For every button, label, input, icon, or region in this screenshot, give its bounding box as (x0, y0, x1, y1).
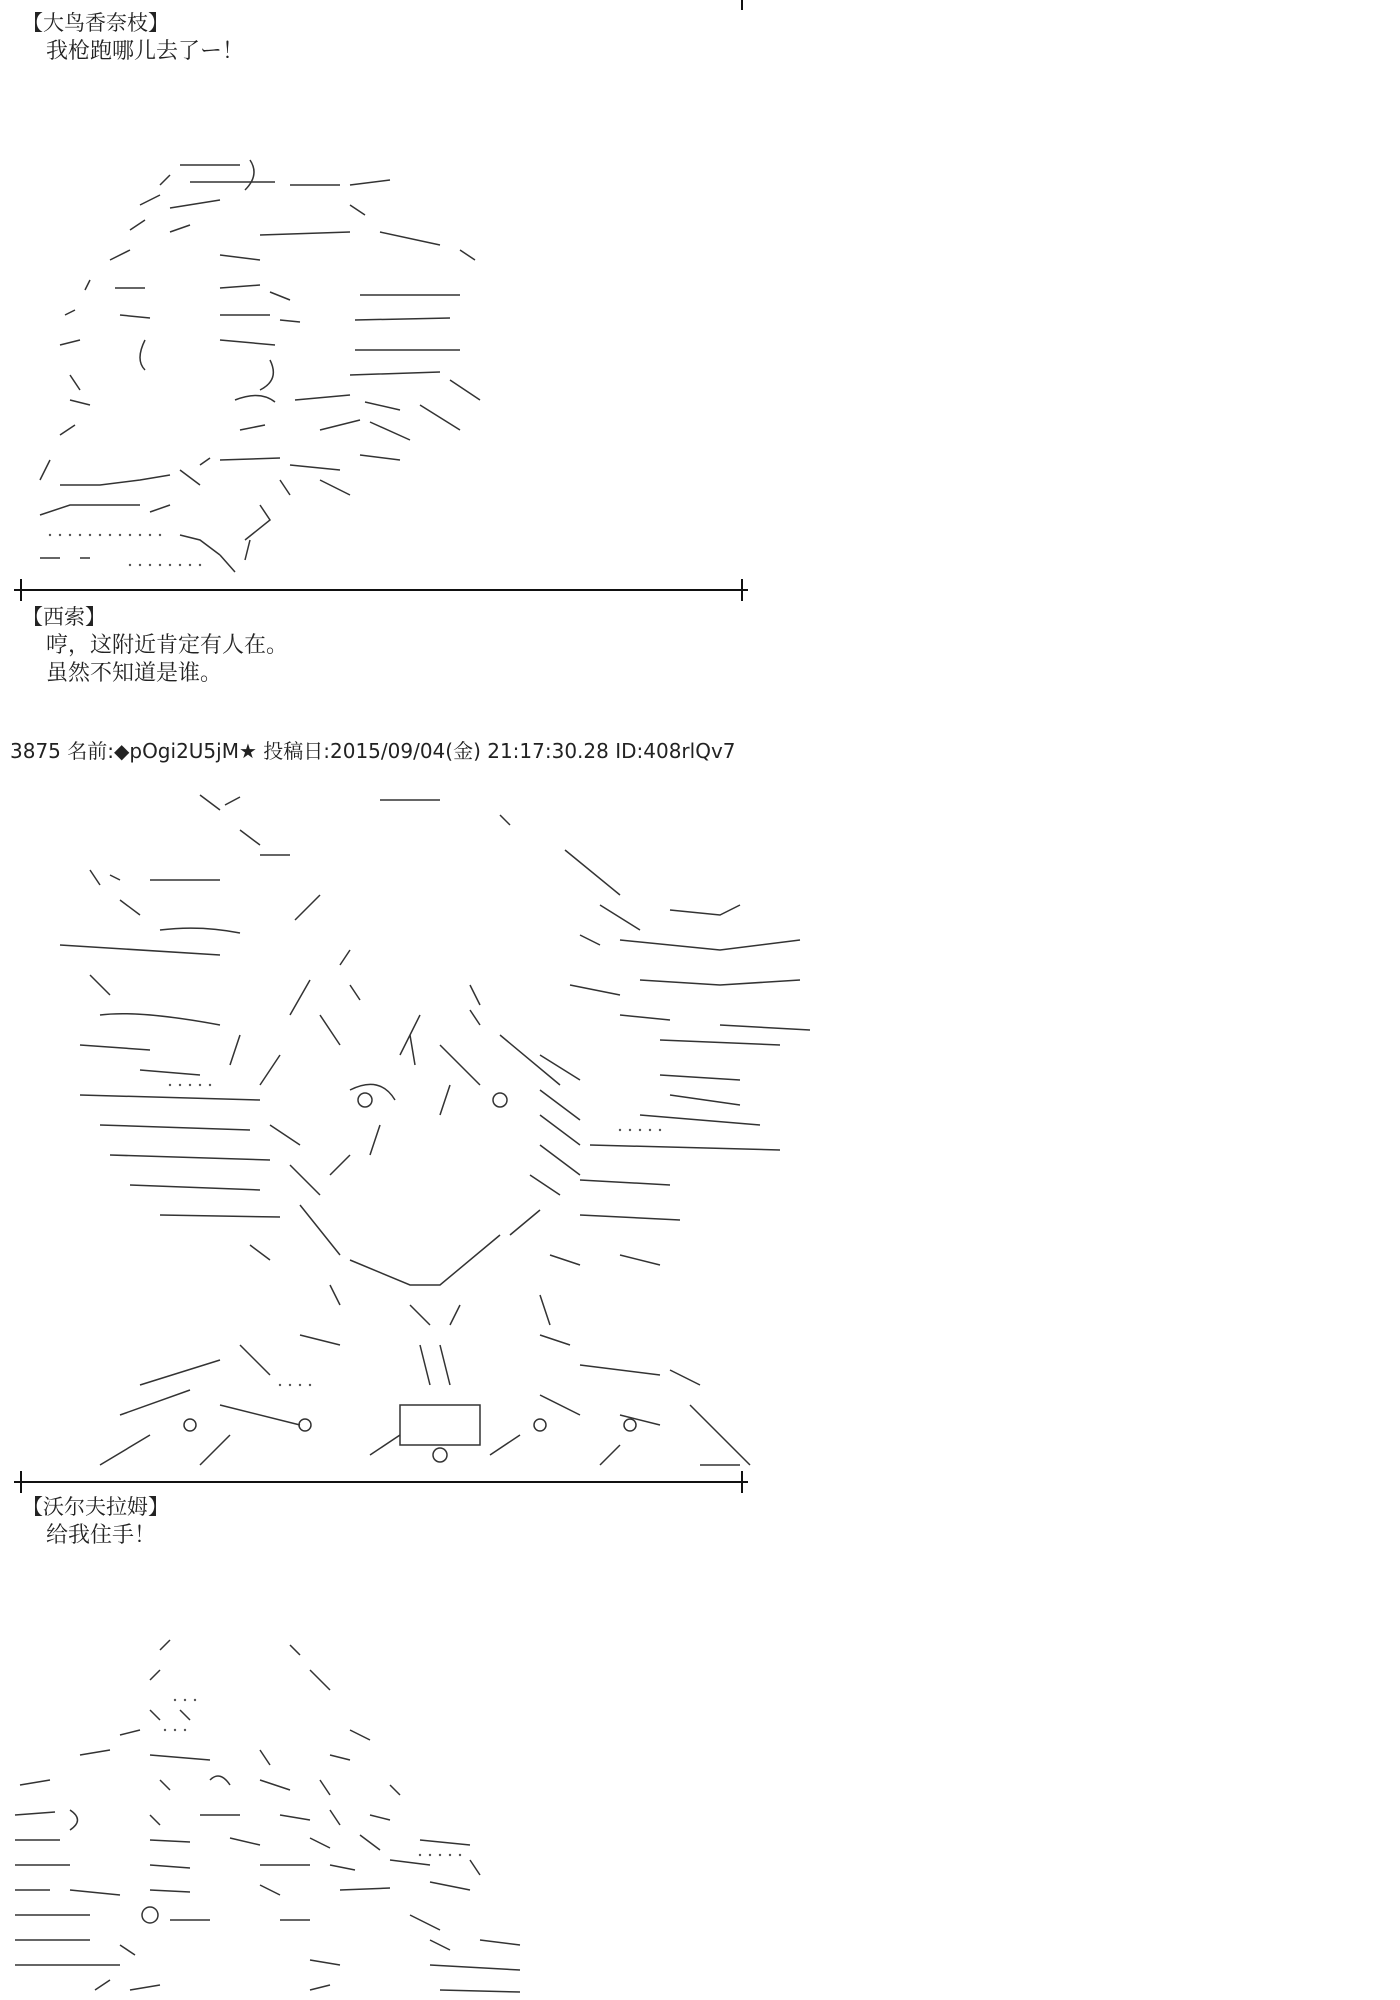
frame-top-tick (741, 0, 743, 10)
dialogue-line: 给我住手！ (46, 1523, 157, 1548)
dialogue-line: 哼，这附近肯定有人在。 (46, 633, 289, 658)
frame-tick-left (20, 1471, 22, 1493)
speaker-label-kanaeda: 【大鸟香奈枝】 (22, 11, 169, 35)
ascii-art-wolfram (10, 1620, 530, 2000)
frame-tick-left (20, 579, 22, 601)
frame-tick-right (741, 579, 743, 601)
dialogue-line: 我枪跑哪儿去了ー！ (46, 39, 245, 64)
speaker-label-wolfram: 【沃尔夫拉姆】 (22, 1495, 169, 1519)
ascii-art-hisoka (20, 785, 820, 1475)
frame-divider (14, 589, 748, 591)
speaker-label-hisoka: 【西索】 (22, 605, 106, 629)
dialogue-line: 虽然不知道是谁。 (46, 661, 223, 686)
frame-tick-right (741, 1471, 743, 1493)
frame-divider (14, 1481, 748, 1483)
ascii-art-kanaeda (20, 140, 500, 580)
post-header: 3875 名前:◆pOgi2U5jM★ 投稿日:2015/09/04(金) 21:17:30.28 ID:408rlQv7 (10, 739, 736, 763)
